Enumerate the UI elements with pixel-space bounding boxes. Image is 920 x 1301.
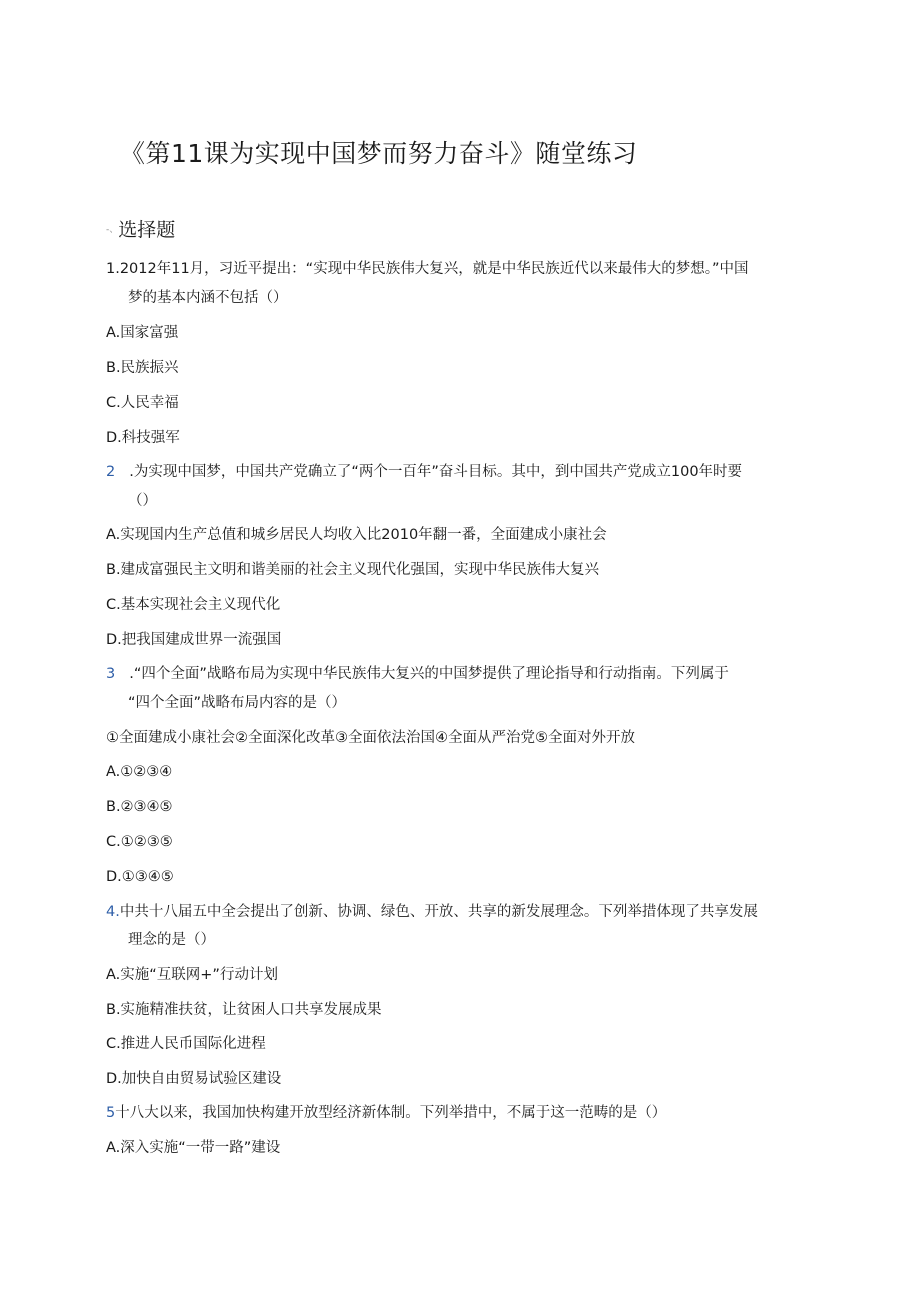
question-1-option-b: B.民族振兴 xyxy=(106,360,179,376)
question-2-option-b: B.建成富强民主文明和谐美丽的社会主义现代化强国，实现中华民族伟大复兴 xyxy=(106,562,600,578)
question-4-stem xyxy=(106,902,758,922)
question-1-option-a: A.国家富强 xyxy=(106,325,179,341)
question-2-option-a: A.实现国内生产总值和城乡居民人均收入比2010年翻一番，全面建成小康社会 xyxy=(106,527,607,543)
question-3-items: ①全面建成小康社会②全面深化改革③全面依法治国④全面从严治党⑤全面对外开放 xyxy=(106,730,635,746)
question-4-option-c: C.推进人民币国际化进程 xyxy=(106,1036,266,1052)
question-2-number: 2 xyxy=(106,464,116,480)
question-3-option-c: C.①②③⑤ xyxy=(106,834,173,850)
question-5-option-a: A.深入实施“一带一路”建设 xyxy=(106,1140,281,1156)
section-mark: -、 xyxy=(106,225,119,235)
question-2-stem xyxy=(106,462,742,482)
question-5-stem xyxy=(106,1103,666,1123)
question-4-number: 4. xyxy=(106,904,120,920)
section-heading: 选择题 xyxy=(118,219,176,241)
question-1-option-d: D.科技强军 xyxy=(106,430,180,446)
question-5-text: 十八大以来，我国加快构建开放型经济新体制。下列举措中，不属于这一范畴的是（） xyxy=(115,1105,667,1121)
question-3-option-a: A.①②③④ xyxy=(106,764,173,780)
question-1-stem-cont: 梦的基本内涵不包括（） xyxy=(128,290,288,306)
question-3-number: 3 xyxy=(106,666,116,682)
question-4-option-b: B.实施精准扶贫，让贫困人口共享发展成果 xyxy=(106,1002,382,1018)
question-2-text: .为实现中国梦，中国共产党确立了“两个一百年”奋斗目标。其中，到中国共产党成立100年时要 xyxy=(129,464,743,480)
section-header xyxy=(106,215,175,242)
question-4-option-a: A.实施“互联网+”行动计划 xyxy=(106,967,278,983)
question-3-text: .“四个全面”战略布局为实现中华民族伟大复兴的中国梦提供了理论指导和行动指南。下列属于 xyxy=(129,666,729,682)
question-5-number: 5 xyxy=(106,1105,116,1121)
question-3-stem xyxy=(106,664,729,684)
question-1-stem: 1.2012年11月，习近平提出：“实现中华民族伟大复兴，就是中华民族近代以来最伟大的梦想。”中国 xyxy=(106,261,749,277)
question-3-option-b: B.②③④⑤ xyxy=(106,799,173,815)
question-2-option-d: D.把我国建成世界一流强国 xyxy=(106,632,282,648)
question-4-text: 中共十八届五中全会提出了创新、协调、绿色、开放、共享的新发展理念。下列举措体现了共享发展 xyxy=(119,904,758,920)
question-3-stem-cont: “四个全面”战略布局内容的是（） xyxy=(128,695,347,711)
page-title: 《第11课为实现中国梦而努力奋斗》随堂练习 xyxy=(120,139,638,168)
question-4-option-d: D.加快自由贸易试验区建设 xyxy=(106,1071,282,1087)
question-4-stem-cont: 理念的是（） xyxy=(128,932,215,948)
question-3-option-d: D.①③④⑤ xyxy=(106,869,174,885)
question-2-option-c: C.基本实现社会主义现代化 xyxy=(106,597,281,613)
question-2-stem-cont: （） xyxy=(128,493,157,509)
question-1-option-c: C.人民幸福 xyxy=(106,395,179,411)
